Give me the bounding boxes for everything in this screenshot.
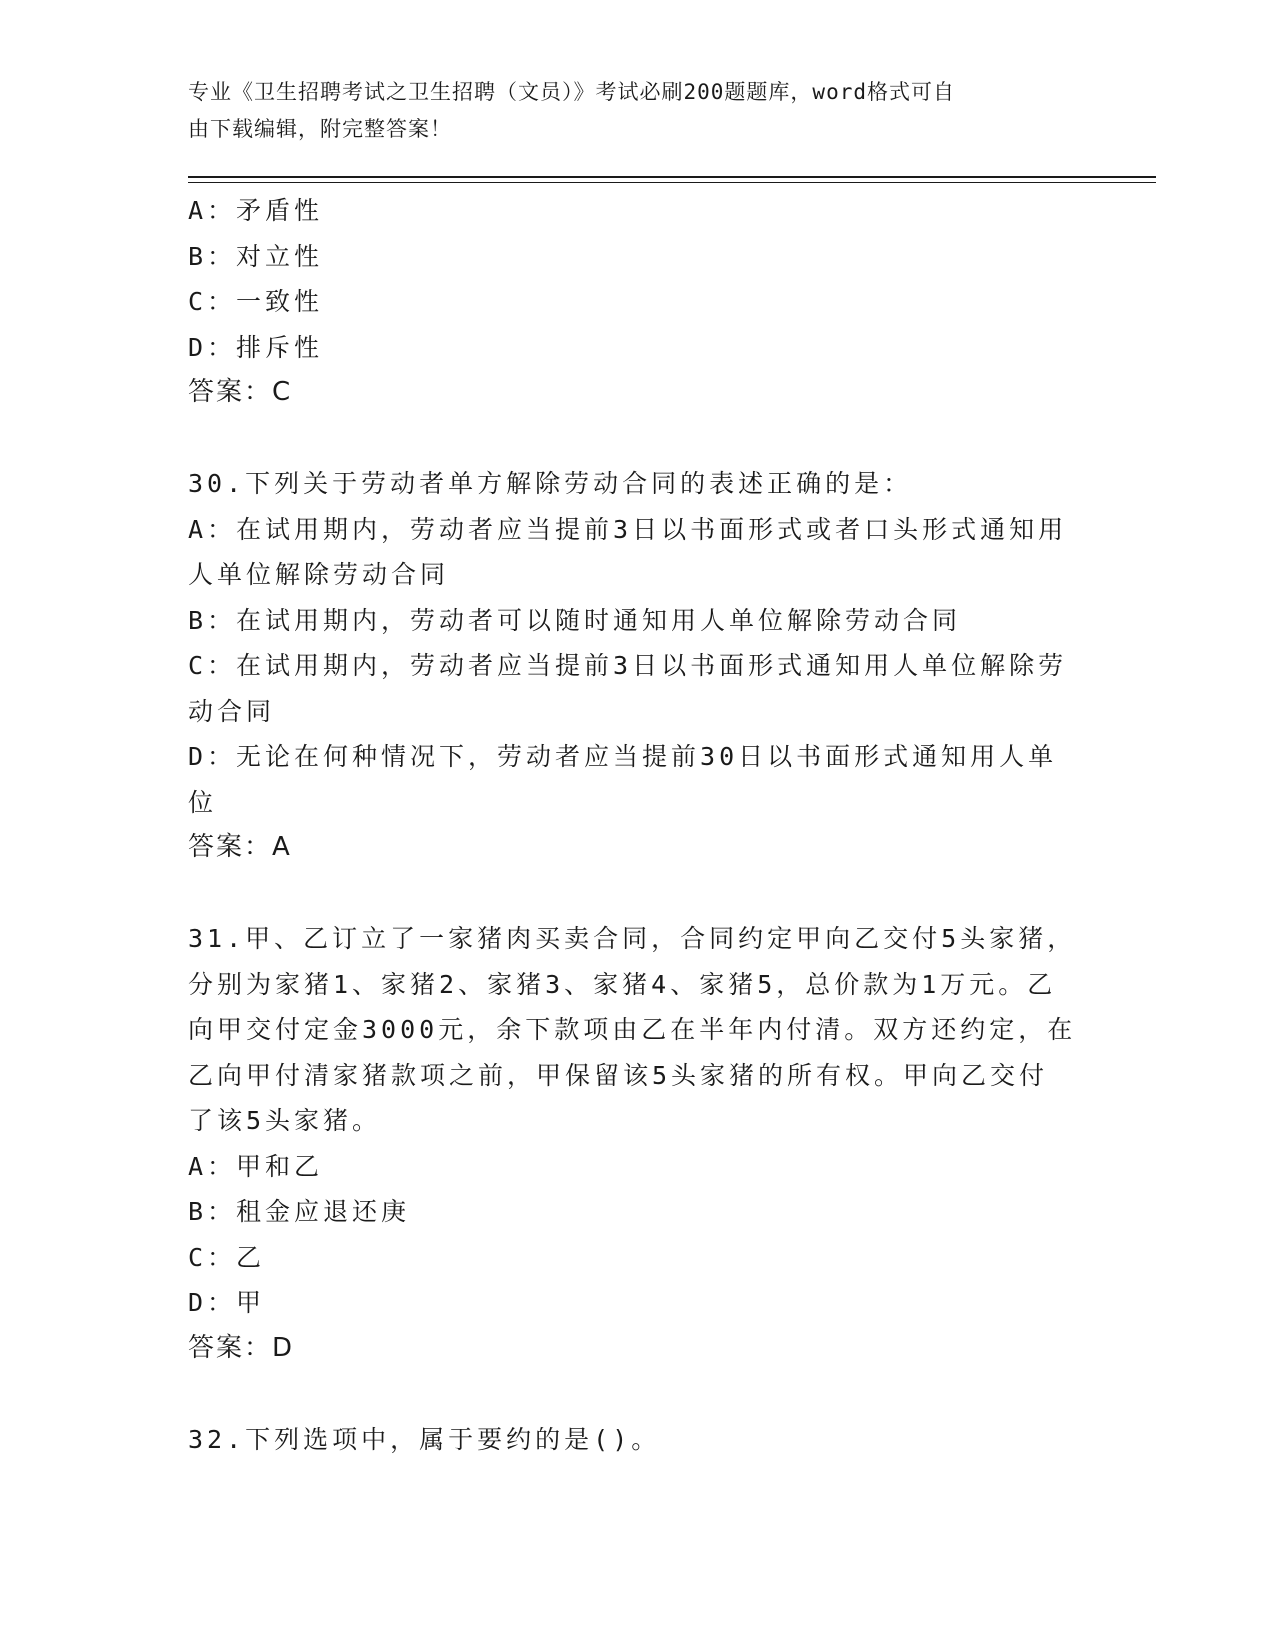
option-d: D：无论在何种情况下，劳动者应当提前30日以书面形式通知用人单 (188, 742, 1058, 771)
option-d: D：排斥性 (188, 332, 324, 362)
question-content (188, 188, 1088, 1462)
option-a: A：甲和乙 (188, 1151, 324, 1181)
answer-line: 答案：C (188, 377, 293, 407)
question-stem-continued: 向甲交付定金3000元，余下款项由乙在半年内付清。双方还约定，在 (188, 1015, 1077, 1044)
option-a: A：在试用期内，劳动者应当提前3日以书面形式或者口头形式通知用 (188, 514, 1068, 544)
spacer (188, 416, 1088, 462)
question-stem-continued: 了该5头家猪。 (188, 1106, 382, 1135)
question-stem-continued: 乙向甲付清家猪款项之前，甲保留该5头家猪的所有权。甲向乙交付 (188, 1060, 1049, 1090)
option-d: D：甲 (188, 1288, 266, 1317)
question-32 (188, 1417, 1088, 1463)
spacer (188, 1371, 1088, 1417)
question-30 (188, 461, 1088, 871)
option-a-continued: 人单位解除劳动合同 (188, 560, 450, 589)
header-line-2: 由下载编辑，附完整答案！ (188, 117, 452, 141)
option-b: B：对立性 (188, 241, 324, 271)
question-stem: 30.下列关于劳动者单方解除劳动合同的表述正确的是： (188, 469, 913, 498)
answer-line: 答案：A (188, 832, 292, 862)
answer-line: 答案：D (188, 1332, 295, 1363)
header-rule-thick (188, 176, 1156, 178)
option-c: C：乙 (188, 1242, 266, 1272)
option-b: B：在试用期内，劳动者可以随时通知用人单位解除劳动合同 (188, 605, 962, 635)
option-c: C：在试用期内，劳动者应当提前3日以书面形式通知用人单位解除劳 (188, 651, 1068, 680)
page-header (188, 74, 1068, 148)
question-stem-continued: 分别为家猪1、家猪2、家猪3、家猪4、家猪5，总价款为1万元。乙 (188, 969, 1057, 999)
question-stem: 32.下列选项中，属于要约的是()。 (188, 1424, 661, 1454)
option-c-continued: 动合同 (188, 696, 276, 726)
header-rule-thin (188, 182, 1156, 183)
question-31 (188, 916, 1088, 1371)
question-stem: 31.甲、乙订立了一家猪肉买卖合同，合同约定甲向乙交付5头家猪， (188, 924, 1077, 953)
option-a: A：矛盾性 (188, 196, 324, 225)
option-b: B：租金应退还庚 (188, 1197, 411, 1226)
spacer (188, 871, 1088, 917)
question-29-options (188, 188, 1088, 416)
header-line-1: 专业《卫生招聘考试之卫生招聘（文员）》考试必刷200题题库，word格式可自 (188, 80, 955, 104)
option-d-continued: 位 (188, 787, 218, 817)
option-c: C：一致性 (188, 287, 324, 316)
